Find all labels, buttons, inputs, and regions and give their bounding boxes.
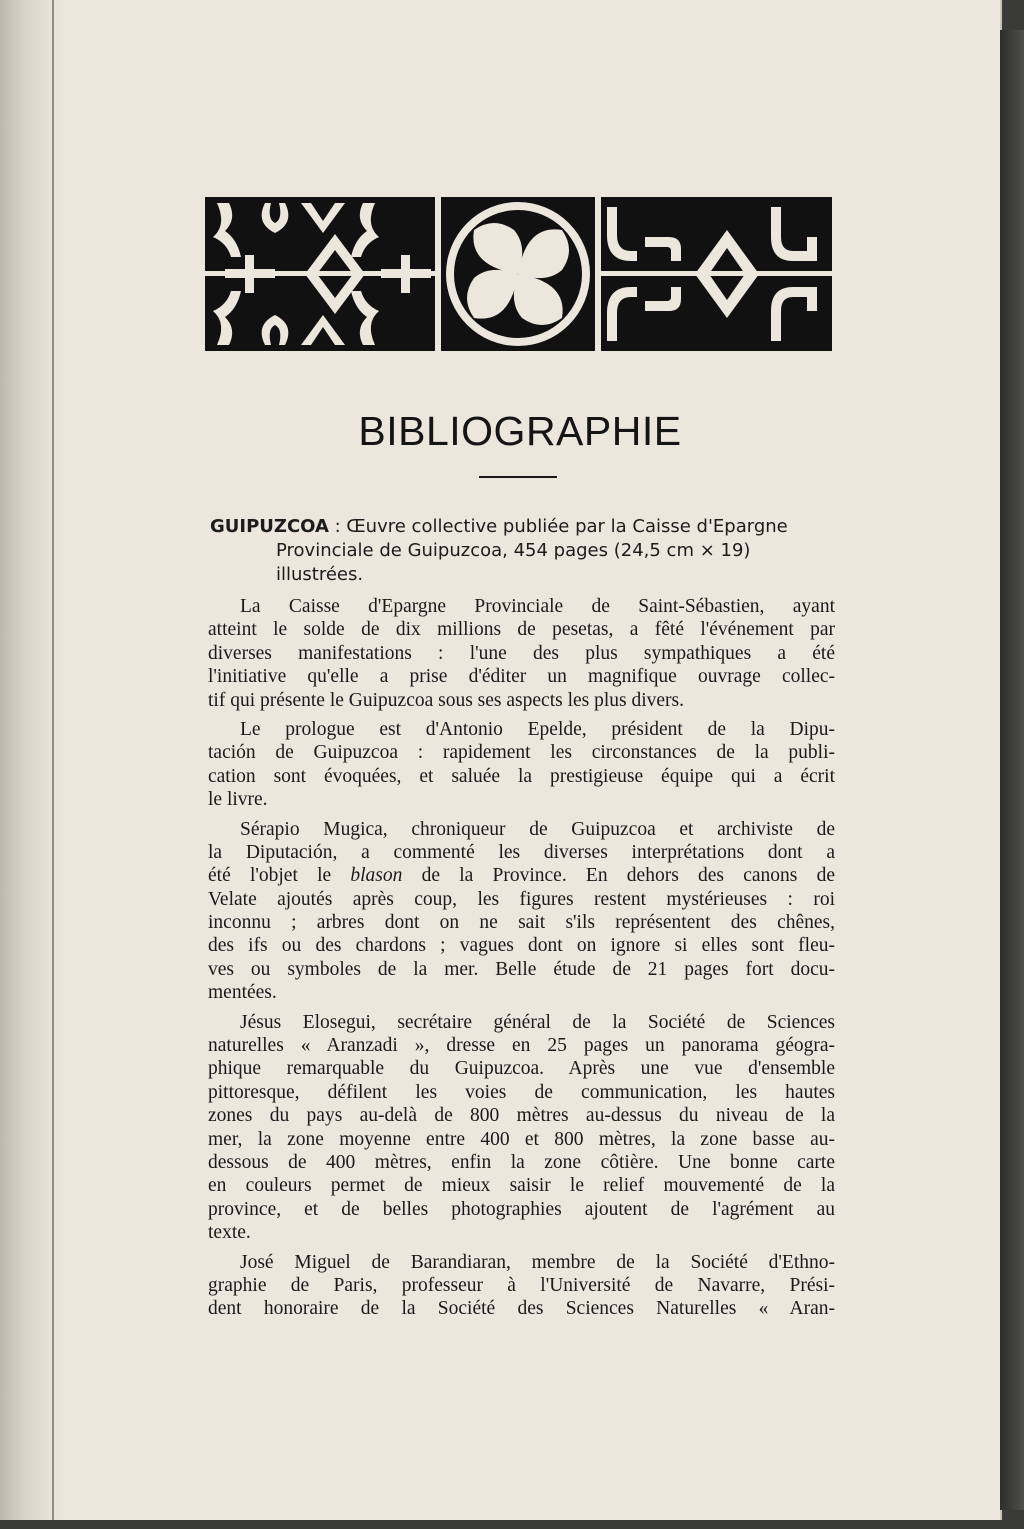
text-line: cation sont évoquées, et saluée la prestigieuse équipe qui a écrit [208, 765, 835, 787]
paragraph [208, 718, 835, 812]
bibliography-entry [210, 515, 835, 587]
italic-term: blason [350, 865, 403, 887]
text-line: diverses manifestations : l'une des plus sympathiques a été [208, 642, 835, 664]
text-line: ves ou symboles de la mer. Belle étude de 21 pages fort docu- [208, 958, 835, 980]
text-line: la Diputación, a commenté les diverses interprétations dont a [208, 841, 835, 863]
review-body [208, 595, 835, 1327]
title-divider [479, 476, 557, 478]
text-line: mentées. [208, 982, 277, 1004]
text-line: dent honoraire de la Société des Sciences Naturelles « Aran- [208, 1298, 835, 1320]
text-line: Jésus Elosegui, secrétaire général de la Société de Sciences [240, 1011, 835, 1033]
page-title: BIBLIOGRAPHIE [358, 408, 682, 454]
text-line: Velate ajoutés après coup, les figures restent mystérieuses : roi [208, 888, 835, 910]
text-line: tación de Guipuzcoa : rapidement les circonstances de la publi- [208, 742, 835, 764]
text-line: mer, la zone moyenne entre 400 et 800 mètres, la zone basse au- [208, 1128, 835, 1150]
text-line: phique remarquable du Guipuzcoa. Après une vue d'ensemble [208, 1058, 835, 1080]
text-line: atteint le solde de dix millions de pesetas, a fêté l'événement par [208, 619, 835, 641]
text-line: province, et de belles photographies ajoutent de l'agrément au [208, 1198, 835, 1220]
entry-line-3: illustrées. [276, 564, 364, 585]
text-line: des ifs ou des chardons ; vagues dont on ignore si elles sont fleu- [208, 935, 835, 957]
text-line: le livre. [208, 789, 268, 811]
lauburu-ornament-icon [205, 197, 832, 351]
text-line: Sérapio Mugica, chroniqueur de Guipuzcoa et archiviste de [240, 818, 835, 840]
entry-title: GUIPUZCOA [210, 516, 329, 537]
text-line: Le prologue est d'Antonio Epelde, président de la Dipu- [240, 718, 835, 740]
paragraph [208, 818, 835, 1005]
text-line: La Caisse d'Epargne Provinciale de Saint-Sébastien, ayant [240, 596, 835, 617]
paragraph [208, 1251, 835, 1321]
entry-line-2: Provinciale de Guipuzcoa, 454 pages (24,5 cm × 19) [276, 540, 751, 561]
text-line: dessous de 400 mètres, enfin la zone côtière. Une bonne carte [208, 1151, 835, 1173]
paragraph [208, 595, 835, 712]
text-line: l'initiative qu'elle a prise d'éditer un magnifique ouvrage collec- [208, 666, 835, 688]
binding-line [52, 0, 54, 1520]
text-line: zones du pays au-delà de 800 mètres au-dessus du niveau de la [208, 1105, 835, 1127]
text-line: pittoresque, défilent les voies de communication, les hautes [208, 1081, 835, 1103]
text-line: tif qui présente le Guipuzcoa sous ses aspects les plus divers. [208, 689, 685, 711]
text-line: en couleurs permet de mieux saisir le relief mouvementé de la [208, 1175, 835, 1197]
text-line: graphie de Paris, professeur à l'Université de Navarre, Prési- [208, 1274, 835, 1296]
text-line: été l'objet le blason de la Province. En dehors des canons de [208, 865, 835, 887]
text-line: José Miguel de Barandiaran, membre de la Société d'Ethno- [240, 1251, 835, 1273]
entry-line-1: GUIPUZCOA : Œuvre collective publiée par la Caisse d'Epargne [210, 516, 788, 537]
text-line: naturelles « Aranzadi », dresse en 25 pages un panorama géogra- [208, 1035, 835, 1057]
book-edge [1000, 30, 1024, 1510]
page-gutter [0, 0, 70, 1520]
paragraph [208, 1011, 835, 1245]
text-line: texte. [208, 1222, 251, 1244]
text-line: inconnu ; arbres dont on ne sait s'ils représentent des chênes, [208, 912, 835, 934]
